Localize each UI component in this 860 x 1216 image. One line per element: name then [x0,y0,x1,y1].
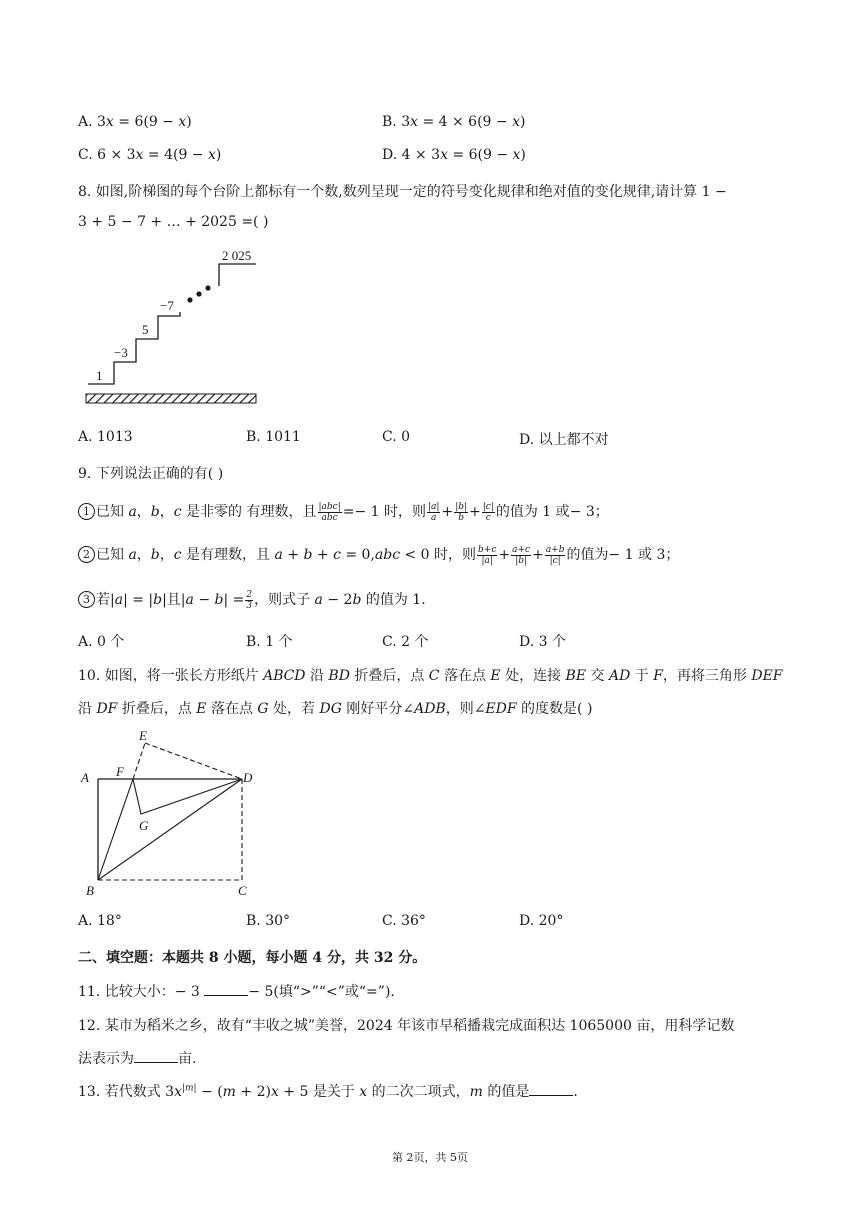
point-label-e: E [139,728,147,743]
q8-option-b: B. 1011 [246,429,301,445]
q11: 11. 比较大小：− 3 − 5(填“>”“<”或“=”). [78,984,395,1000]
staircase-figure [84,244,262,408]
fraction: $\frac{2}{3}$ [246,589,253,611]
fraction: $\frac{a+c}{|b|}$ [512,544,531,566]
q8-stem-line2: 3 + 5 − 7 + … + 2025 =( ) [78,214,269,230]
q12-line1: 12. 某市为稻米之乡，故有“丰收之城”美誉，2024 年该市早稻播栽完成面积达 1065000 亩，用科学记数 [78,1018,735,1034]
q7-option-d: D. 4 × 3𝑥 = 6(9 − 𝑥) [382,147,526,163]
q13: 13. 若代数式 3𝑥$^{|m|}$ − (𝑚 + 2)𝑥 + 5 是关于 𝑥 的二次二项式，𝑚 的值是 . [78,1083,578,1100]
step-label-2025: 2 025 [222,248,252,263]
q9-stem: 9. 下列说法正确的有( ) [78,466,224,482]
step-label-1: 1 [96,368,103,383]
point-label-g: G [139,818,149,833]
point-label-d: D [243,770,253,785]
answer-blank [529,1083,573,1096]
step-label-5: 5 [142,322,149,337]
q8-option-a: A. 1013 [78,429,133,445]
q8-stem-line1: 8. 如图,阶梯图的每个台阶上都标有一个数,数列呈现一定的符号变化规律和绝对值的变化规律,请计算 1 − [78,184,727,200]
circled-number: 1 [78,503,95,520]
q7-option-a: A. 3𝑥 = 6(9 − 𝑥) [78,114,192,130]
ground-hatch [86,394,256,403]
step-label-minus7: −7 [160,298,174,313]
answer-blank [204,983,248,996]
fraction: $\frac{|c|}{c}$ [482,501,494,523]
q8-option-d: D. 以上都不对 [519,432,609,448]
q9-option-d: D. 3 个 [519,634,566,650]
stair-top-step [219,264,256,286]
q7-option-b: B. 3𝑥 = 4 × 6(9 − 𝑥) [382,114,526,130]
q10-stem-line1: 10. 如图，将一张长方形纸片 𝐴𝐵𝐶𝐷 沿 𝐵𝐷 折叠后，点 𝐶 落在点 𝐸 处，连接 𝐵𝐸 交 𝐴𝐷 于 𝐹，再将三角形 𝐷𝐸𝐹 [78,668,783,684]
circled-number: 3 [78,591,95,608]
circled-number: 2 [78,546,95,563]
point-label-f: F [116,764,124,779]
fraction: $\frac{|b|}{b}$ [455,501,468,523]
q7-option-c: C. 6 × 3𝑥 = 4(9 − 𝑥) [78,147,222,163]
fraction: $\frac{|a|}{a}$ [428,501,440,523]
q9-statement-2: 2 已知 𝑎，𝑏，𝑐 是有理数，且 𝑎 + 𝑏 + 𝑐 = 0,𝑎𝑏𝑐 < 0 时，则 $\frac{b+c}{|a|}$ + $\frac{a+c}{|b|}$ + $\frac{a+b}{|c|}$ 的值为− 1 或 3； [78,544,679,566]
folded-rectangle-figure [78,724,258,902]
fraction: $\frac{a+b}{|c|}$ [545,544,565,566]
q10-stem-line2: 沿 𝐷𝐹 折叠后，点 𝐸 落在点 𝐺 处，若 𝐷𝐺 刚好平分∠𝐴𝐷𝐵，则∠𝐸𝐷𝐹 的度数是( ) [78,701,593,717]
point-label-b: B [86,883,94,898]
q8-option-c: C. 0 [382,429,411,445]
q9-statement-1: 1 已知 𝑎，𝑏，𝑐 是非零的 有理数，且 $\frac{\text{|abc|}}{\text{abc}}$ =− 1 时，则 $\frac{|a|}{a}$ + $\frac{|b|}{b}$ + $\frac{|c|}{c}$ 的值为 1 或− 3； [78,501,609,523]
q10-option-a: A. 18° [78,913,122,929]
page-footer: 第 2页，共 5页 [392,1151,468,1164]
answer-blank [134,1050,178,1063]
section-heading: 二、填空题：本题共 8 小题，每小题 4 分，共 32 分。 [78,950,427,966]
q9-option-a: A. 0 个 [78,634,125,650]
q10-option-c: C. 36° [382,913,426,929]
q10-option-d: D. 20° [519,913,564,929]
point-label-a: A [81,770,89,785]
ellipsis-dot [196,291,201,296]
step-label-minus3: −3 [114,345,128,360]
ellipsis-dot [205,285,210,290]
q10-option-b: B. 30° [246,913,291,929]
ellipsis-dot [187,297,192,302]
fraction: $\frac{b+c}{|a|}$ [478,544,497,566]
fraction: $\frac{\text{|abc|}}{\text{abc}}$ [318,501,341,523]
q9-statement-3: 3 若|𝑎| = |𝑏|且|𝑎 − 𝑏| = $\frac{2}{3}$ ，则式子 𝑎 − 2𝑏 的值为 1. [78,589,426,611]
q12-line2: 法表示为 亩. [78,1051,197,1067]
q9-option-b: B. 1 个 [246,634,293,650]
point-label-c: C [238,883,247,898]
q9-option-c: C. 2 个 [382,634,429,650]
